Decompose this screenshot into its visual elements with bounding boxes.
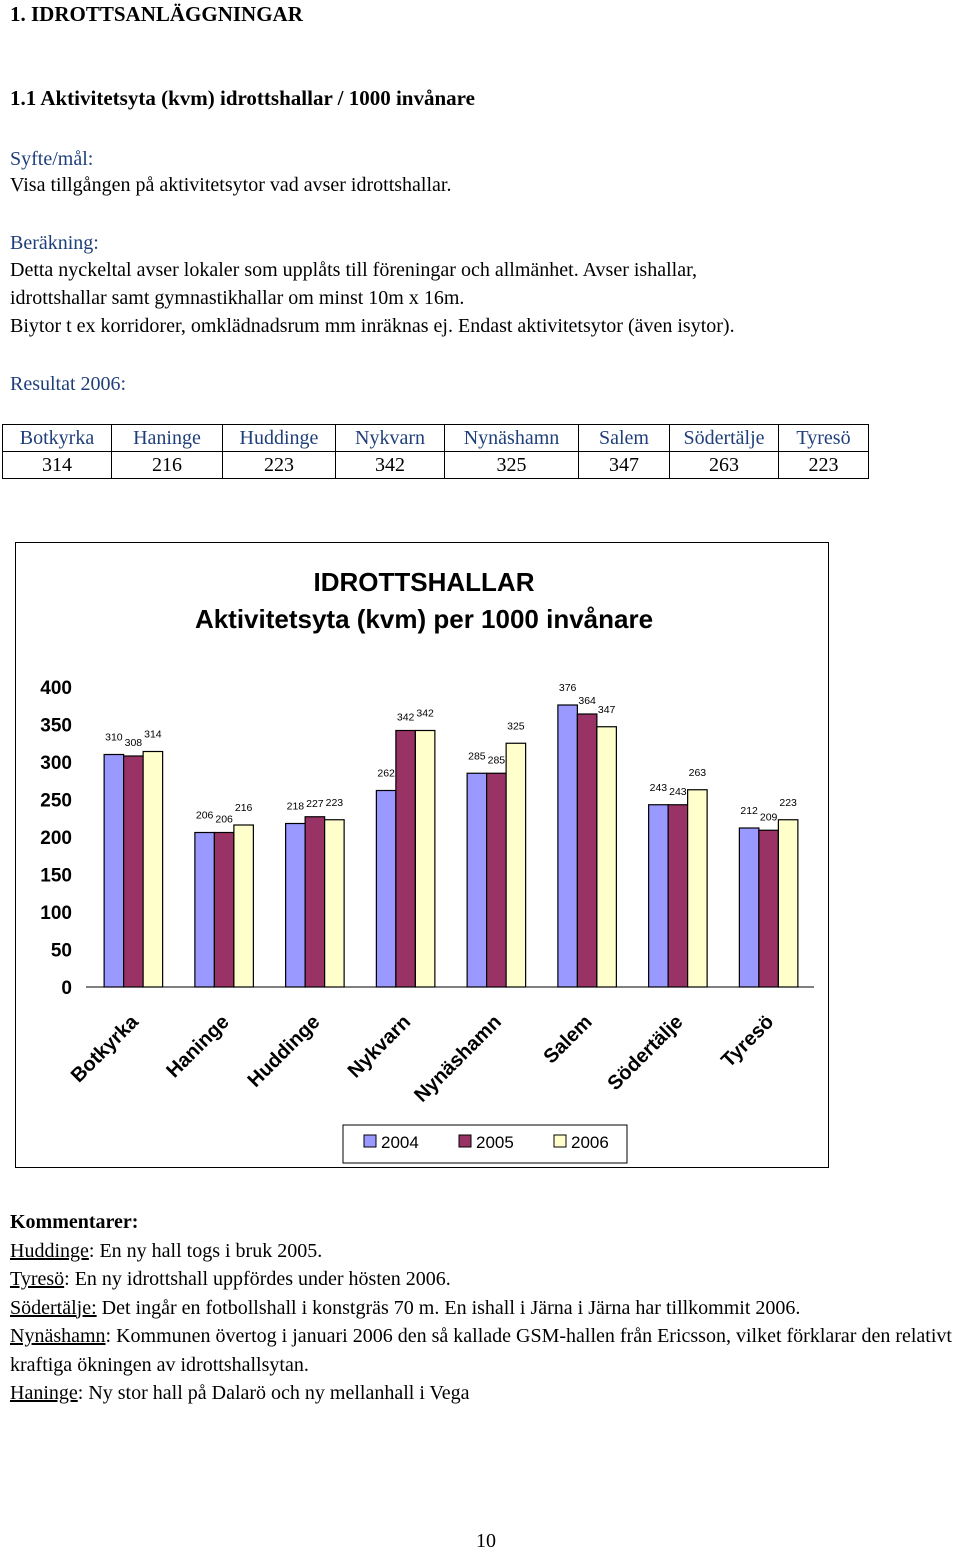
- legend-swatch: [554, 1135, 566, 1147]
- result-value-row: [3, 452, 869, 479]
- data-label: 285: [487, 754, 506, 767]
- bar-2006: [415, 731, 435, 988]
- x-tick-label: Tyresö: [717, 1010, 779, 1072]
- x-tick-label: Salem: [539, 1010, 597, 1069]
- result-value-cell: 325: [445, 452, 579, 479]
- result-value-cell: 263: [670, 452, 779, 479]
- x-tick-label: Botkyrka: [66, 1010, 143, 1088]
- bar-2005: [668, 805, 688, 987]
- data-label: 206: [195, 809, 214, 822]
- purpose-text: Visa tillgången på aktivitetsytor vad avser idrottshallar.: [10, 174, 452, 196]
- data-label: 216: [234, 802, 253, 814]
- result-header-cell: Haninge: [112, 425, 223, 452]
- bar-2004: [286, 824, 306, 988]
- comments-section: [10, 1208, 960, 1408]
- comment-subject: Tyresö: [10, 1268, 65, 1290]
- chart-container: [15, 542, 829, 1168]
- data-label: 212: [740, 805, 758, 817]
- bar-2006: [597, 727, 617, 987]
- result-table: [2, 424, 869, 479]
- data-label: 347: [597, 703, 616, 716]
- bar-2006: [778, 820, 798, 987]
- calculation-line: Detta nyckeltal avser lokaler som upplåts till föreningar och allmänhet. Avser ishallar,: [10, 259, 697, 281]
- comment-item: [10, 1265, 960, 1294]
- bar-2004: [104, 755, 124, 988]
- y-tick-label: 250: [40, 790, 72, 812]
- legend-label: 2005: [476, 1133, 514, 1152]
- bar-2005: [487, 773, 507, 987]
- calculation-label: Beräkning:: [10, 232, 99, 254]
- section-heading: 1.1 Aktivitetsyta (kvm) idrottshallar / 1000 invånare: [10, 86, 475, 110]
- comment-subject: Nynäshamn: [10, 1325, 106, 1347]
- legend-swatch: [364, 1135, 376, 1147]
- result-header-cell: Nykvarn: [336, 425, 445, 452]
- page-heading: 1. IDROTTSANLÄGGNINGAR: [10, 2, 303, 26]
- bar-2006: [688, 790, 708, 987]
- comment-item: [10, 1379, 960, 1408]
- result-header-cell: Nynäshamn: [445, 425, 579, 452]
- data-label: 364: [578, 695, 596, 707]
- legend-label: 2006: [571, 1133, 609, 1152]
- comment-item: [10, 1294, 960, 1323]
- data-label: 325: [507, 720, 525, 733]
- result-label: Resultat 2006:: [10, 373, 127, 395]
- calculation-line: Biytor t ex korridorer, omklädnadsrum mm inräknas ej. Endast aktivitetsytor (även isytor).: [10, 315, 735, 337]
- y-tick-label: 400: [40, 678, 72, 699]
- result-header-row: [3, 425, 869, 452]
- y-tick-label: 200: [40, 828, 72, 849]
- data-label: 223: [325, 796, 344, 809]
- result-value-cell: 216: [112, 452, 223, 479]
- bar-2006: [234, 825, 254, 987]
- result-value-cell: 342: [336, 452, 445, 479]
- data-label: 263: [688, 766, 707, 779]
- comment-subject: Huddinge: [10, 1239, 89, 1262]
- bar-chart: [16, 543, 828, 1167]
- bar-2004: [467, 773, 487, 987]
- comment-text: Ny stor hall på Dalarö och ny mellanhall i Vega: [83, 1382, 470, 1404]
- calculation-line: idrottshallar samt gymnastikhallar om minst 10m x 16m.: [10, 287, 465, 309]
- data-label: 209: [759, 811, 778, 824]
- x-tick-label: Södertälje: [603, 1010, 688, 1095]
- result-value-cell: 223: [779, 452, 869, 479]
- comment-item: [10, 1237, 960, 1266]
- bar-2005: [759, 830, 779, 987]
- purpose-label: Syfte/mål:: [10, 148, 94, 170]
- bar-2004: [558, 705, 578, 987]
- y-tick-label: 0: [61, 978, 72, 999]
- comment-text: Kommunen övertog i januari 2006 den så kallade GSM-hallen från Ericsson, vilket förklarar den relativt kraftiga ökningen av idrottshallsytan.: [10, 1325, 952, 1376]
- x-tick-label: Nykvarn: [343, 1010, 416, 1083]
- legend-label: 2004: [381, 1133, 419, 1152]
- bar-2005: [305, 817, 325, 987]
- bar-2004: [649, 805, 669, 987]
- data-label: 314: [144, 728, 162, 741]
- comment-subject: Haninge: [10, 1382, 78, 1404]
- data-label: 342: [416, 707, 434, 720]
- bar-2004: [739, 828, 759, 987]
- comments-title: Kommentarer:: [10, 1211, 139, 1233]
- y-tick-label: 100: [40, 903, 72, 924]
- result-value-cell: 314: [3, 452, 112, 479]
- bar-2004: [376, 791, 396, 988]
- data-label: 243: [649, 781, 668, 794]
- data-label: 218: [286, 800, 305, 813]
- y-tick-label: 150: [40, 865, 72, 887]
- result-value-cell: 347: [579, 452, 670, 479]
- comment-colon: :: [105, 1325, 112, 1347]
- data-label: 227: [306, 797, 324, 810]
- bar-2005: [124, 756, 144, 987]
- comment-subject: Södertälje:: [10, 1296, 97, 1319]
- result-value-cell: 223: [223, 452, 336, 479]
- bar-2005: [214, 833, 234, 988]
- data-label: 223: [779, 796, 797, 809]
- data-label: 342: [396, 711, 415, 724]
- data-label: 262: [377, 767, 395, 780]
- bar-2005: [577, 714, 597, 987]
- x-tick-label: Huddinge: [243, 1010, 325, 1092]
- bar-2006: [506, 743, 526, 987]
- result-header-cell: Södertälje: [670, 425, 779, 452]
- chart-subtitle: Aktivitetsyta (kvm) per 1000 invånare: [194, 604, 654, 634]
- comment-text: Det ingår en fotbollshall i konstgräs 70 m. En ishall i Järna i Järna har tillkommit 2006.: [96, 1296, 801, 1319]
- comment-colon: :: [88, 1239, 95, 1262]
- bar-2004: [195, 833, 215, 988]
- result-header-cell: Huddinge: [223, 425, 336, 452]
- x-tick-label: Nynäshamn: [410, 1010, 506, 1107]
- data-label: 243: [669, 785, 687, 798]
- bar-2006: [325, 820, 345, 987]
- y-tick-label: 50: [50, 940, 72, 962]
- y-tick-label: 300: [40, 753, 72, 774]
- result-header-cell: Salem: [579, 425, 670, 452]
- result-header-cell: Tyresö: [779, 425, 869, 452]
- x-tick-label: Haninge: [162, 1010, 234, 1083]
- data-label: 285: [468, 750, 486, 763]
- y-tick-label: 350: [40, 715, 72, 737]
- comment-text: En ny idrottshall uppfördes under hösten 2006.: [69, 1268, 451, 1290]
- chart-title: IDROTTSHALLAR: [313, 567, 535, 597]
- bar-2005: [396, 731, 416, 988]
- result-header-cell: Botkyrka: [3, 425, 112, 452]
- comment-colon: :: [77, 1382, 84, 1404]
- page-number: 10: [476, 1530, 496, 1552]
- comment-colon: :: [64, 1268, 70, 1290]
- comment-text: En ny hall togs i bruk 2005.: [94, 1239, 323, 1262]
- legend-swatch: [459, 1135, 471, 1147]
- data-label: 376: [558, 682, 577, 694]
- comment-item: [10, 1322, 960, 1379]
- bar-2006: [143, 752, 163, 988]
- data-label: 310: [105, 731, 123, 744]
- data-label: 206: [215, 813, 233, 826]
- data-label: 308: [124, 737, 143, 749]
